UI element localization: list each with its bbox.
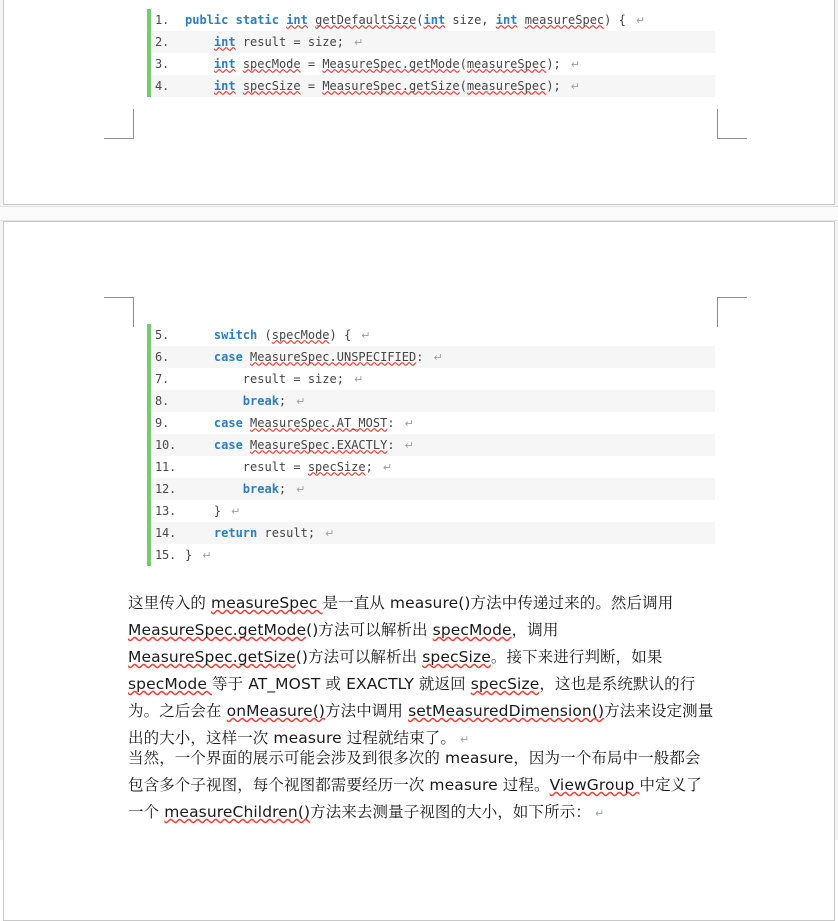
- paragraph-mark-icon: ↵: [353, 372, 364, 386]
- code-line: [151, 544, 715, 566]
- code-line-number: 3.: [155, 57, 170, 71]
- code-line-number: 6.: [155, 350, 170, 364]
- inline-code-reference: setMeasuredDimension(): [408, 702, 605, 720]
- margin-mark-top-left: [104, 297, 134, 327]
- code-line-text: int result = size; ↵: [213, 34, 364, 49]
- code-line-number: 1.: [155, 13, 170, 27]
- document-page-2: [3, 221, 835, 921]
- code-line-text: result = size; ↵: [242, 371, 364, 386]
- inline-code-reference: ViewGroup: [549, 776, 640, 794]
- paragraph-mark-icon: ↵: [404, 416, 414, 430]
- paragraph-text-run: 方法中调用: [325, 702, 409, 720]
- code-line-text: } ↵: [213, 503, 241, 518]
- inline-code-reference: MeasureSpec.getMode: [128, 621, 307, 639]
- code-line: [151, 368, 715, 390]
- code-line: [151, 500, 715, 522]
- paragraph-mark-icon: ↵: [361, 328, 371, 342]
- code-line-number: 10.: [155, 438, 177, 452]
- code-line-text: int specSize = MeasureSpec.getSize(measureSpec); ↵: [213, 78, 580, 93]
- code-line-number: 8.: [155, 394, 170, 408]
- paragraph-text-run: ()方法可以解析出: [295, 648, 423, 666]
- code-line-text: case MeasureSpec.UNSPECIFIED: ↵: [213, 349, 443, 364]
- paragraph-text-run: 是一直从 measure()方法中传递过来的。然后调用: [322, 594, 674, 612]
- inline-code-reference: specMode: [128, 675, 213, 693]
- code-block-getdefaultsize[interactable]: [147, 9, 715, 97]
- code-line: [151, 390, 715, 412]
- margin-mark-bottom-left: [104, 109, 134, 139]
- paragraph-measurechildren-explanation: [128, 745, 716, 827]
- paragraph-text-run: 中定义了一个: [128, 776, 702, 821]
- paragraph-mark-icon: ↵: [459, 733, 470, 746]
- code-line-text: case MeasureSpec.EXACTLY: ↵: [213, 437, 414, 452]
- code-line-number: 13.: [155, 504, 177, 518]
- code-line-text: } ↵: [185, 547, 212, 562]
- code-line-number: 7.: [155, 372, 170, 386]
- paragraph-text-run: 方法来去测量子视图的大小，如下所示：: [310, 803, 591, 821]
- paragraph-mark-icon: ↵: [202, 548, 212, 562]
- code-line-number: 15.: [155, 548, 177, 562]
- inline-code-reference: specMode: [432, 621, 512, 639]
- paragraph-mark-icon: ↵: [594, 807, 605, 820]
- code-line: [151, 346, 715, 368]
- code-line-text: break; ↵: [242, 481, 306, 496]
- margin-mark-top-right: [717, 297, 747, 327]
- code-line-text: break; ↵: [242, 393, 306, 408]
- paragraph-text-run: ，这也是系统默认的行为。之后会在: [128, 675, 696, 720]
- code-line: [151, 324, 715, 346]
- code-line-number: 12.: [155, 482, 177, 496]
- code-line: [151, 456, 715, 478]
- code-line-text: public static int getDefaultSize(int size, int measureSpec) { ↵: [185, 12, 646, 27]
- paragraph-mark-icon: ↵: [570, 57, 580, 71]
- code-line: [151, 522, 715, 544]
- paragraph-text-run: 这里传入的: [128, 594, 212, 612]
- code-line-text: int specMode = MeasureSpec.getMode(measureSpec); ↵: [213, 56, 580, 71]
- inline-code-reference: MeasureSpec.getSize: [128, 648, 296, 666]
- paragraph-mark-icon: ↵: [353, 35, 364, 49]
- paragraph-mark-icon: ↵: [433, 350, 443, 364]
- inline-code-reference: specSize: [422, 648, 491, 666]
- paragraph-mark-icon: ↵: [570, 79, 580, 93]
- code-line-number: 14.: [155, 526, 177, 540]
- code-line-number: 9.: [155, 416, 170, 430]
- code-line-text: case MeasureSpec.AT_MOST: ↵: [213, 415, 414, 430]
- paragraph-mark-icon: ↵: [296, 482, 306, 496]
- code-line: [151, 478, 715, 500]
- paragraph-mark-icon: ↵: [231, 504, 241, 518]
- paragraph-text-run: ()方法可以解析出: [306, 621, 433, 639]
- inline-code-reference: measureSpec: [211, 594, 323, 612]
- margin-mark-bottom-right: [717, 109, 747, 139]
- paragraph-mark-icon: ↵: [296, 394, 306, 408]
- paragraph-mark-icon: ↵: [325, 526, 335, 540]
- code-line: [151, 434, 715, 456]
- inline-code-reference: measureChildren(): [164, 803, 311, 821]
- paragraph-text-run: 方法来设定测量出的大小，这样一次 measure 过程就结束了。: [128, 702, 714, 747]
- paragraph-mark-icon: ↵: [382, 460, 393, 474]
- document-page-1: [3, 0, 835, 205]
- paragraph-mark-icon: ↵: [404, 438, 414, 452]
- code-line-number: 11.: [155, 460, 177, 474]
- paragraph-mark-icon: ↵: [635, 13, 646, 27]
- code-line: [151, 75, 715, 97]
- paragraph-text-run: 等于 AT_MOST 或 EXACTLY 就返回: [212, 675, 471, 693]
- code-line-number: 5.: [155, 328, 170, 342]
- code-line: [151, 31, 715, 53]
- code-line-text: result = specSize; ↵: [242, 459, 393, 474]
- code-line: [151, 53, 715, 75]
- code-block-getdefaultsize-continued[interactable]: [147, 324, 715, 566]
- inline-code-reference: onMeasure(): [226, 702, 326, 720]
- code-line: [151, 9, 715, 31]
- page-separator: [0, 206, 838, 221]
- paragraph-text-run: 当然，一个界面的展示可能会涉及到很多次的 measure，因为一个布局中一般都会包含多个子视图，每个视图都需要经历一次 measure 过程。: [128, 749, 701, 794]
- paragraph-text-run: 。接下来进行判断，如果: [490, 648, 663, 666]
- code-line-number: 4.: [155, 79, 170, 93]
- paragraph-measurespec-explanation: [128, 590, 716, 753]
- code-line: [151, 412, 715, 434]
- code-line-text: return result; ↵: [213, 525, 335, 540]
- inline-code-reference: specSize: [470, 675, 540, 693]
- code-line-text: switch (specMode) { ↵: [213, 327, 371, 342]
- code-line-number: 2.: [155, 35, 170, 49]
- paragraph-text-run: ，调用: [511, 621, 559, 639]
